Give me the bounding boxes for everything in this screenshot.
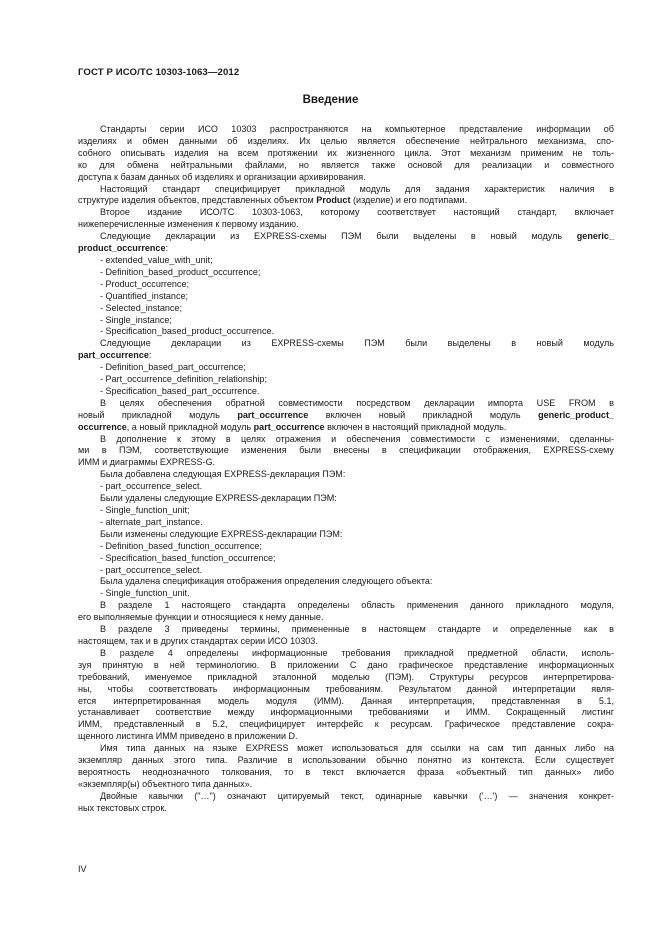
- list-item: - part_occurrence_select.: [100, 481, 203, 492]
- module-name: generic_product_: [538, 409, 614, 420]
- paragraph-line: «экземпляр(ы) объектного типа данных».: [78, 778, 253, 789]
- paragraph-line: В дополнение к этому в целях отражения и обеспечения совместимости с изменениями, сделанны-: [100, 433, 614, 444]
- paragraph-line: ИММ и диаграммы EXPRESS-G.: [78, 457, 216, 468]
- paragraph-line: зуя принятую в ней терминологию. В приложении С дано графическое представление информационных: [78, 659, 614, 670]
- paragraph-line: [78, 422, 614, 434]
- paragraph-line: Второе издание ИСО/ТС 10303-1063, которому соответствует настоящий стандарт, включает: [100, 207, 614, 218]
- list-item: - Single_function_unit.: [100, 588, 190, 599]
- paragraph-line: Следующие декларации из EXPRESS-схемы ПЭМ были выделены в новый модуль: [100, 338, 614, 349]
- page-number: IV: [78, 864, 87, 874]
- list-item: - Single_function_unit;: [100, 505, 190, 515]
- paragraph-line: [78, 350, 614, 362]
- paragraph-line: ны, чтобы соответствовать информационным требованиям. Результатом данной интерпретации явля-: [78, 683, 614, 694]
- page-header-standard-code: ГОСТ Р ИСО/ТС 10303-1063—2012: [78, 67, 240, 78]
- text-span: включен новый прикладной модуль: [308, 409, 539, 420]
- list-item: - Definition_based_product_occurrence;: [100, 266, 261, 277]
- paragraph-line: щенного листинга ИММ приведено в приложении D.: [78, 731, 298, 742]
- text-span: включен в настоящий прикладной модуль.: [324, 421, 507, 432]
- section-title: Введение: [302, 94, 359, 106]
- paragraph-line: [78, 410, 614, 422]
- paragraph-line: ется интерпретированная модель модуля (ИММ). Данная интерпретация, представленная в 5.1,: [78, 695, 614, 706]
- list-item: - Quantified_instance;: [100, 290, 189, 301]
- list-item: - Specification_based_function_occurrence;: [100, 552, 276, 563]
- paragraph-line: изделиях и обмен данными об изделиях. Их целью является обеспечение нейтрального механизма, спо-: [78, 135, 614, 146]
- paragraph-line: В разделе 3 приведены термины, примененные в настоящем стандарте и определенные как в: [100, 624, 614, 635]
- paragraph-line: Стандарты серии ИСО 10303 распространяются на компьютерное представление информации об: [100, 124, 614, 134]
- text-span: структуре изделия объектов, представленных объектом: [78, 195, 317, 206]
- paragraph-line: вероятность неоднозначного толкования, то в текст включается фраза «объектный тип данных» либо: [78, 766, 614, 777]
- list-item: - Specification_based_product_occurrence.: [100, 326, 275, 337]
- change-line: Были изменены следующие EXPRESS-декларации ПЭМ:: [100, 528, 343, 539]
- paragraph-line: ных текстовых строк.: [78, 802, 167, 813]
- change-line: Была добавлена следующая EXPRESS-декларация ПЭМ:: [100, 469, 346, 480]
- list-item: - Definition_based_function_occurrence;: [100, 540, 262, 551]
- text-span: Следующие декларации из EXPRESS-схемы ПЭМ были выделены в новый модуль: [100, 231, 577, 242]
- paragraph-line: его выполняемые функции и относящиеся к нему данные.: [78, 612, 324, 623]
- change-line: Были удалены следующие EXPRESS-декларации ПЭМ:: [100, 493, 337, 504]
- paragraph-line: Настоящий стандарт специфицирует прикладной модуль для задания характеристик наличия в: [100, 183, 614, 194]
- module-name: product_occurrence: [78, 243, 166, 254]
- list-item: - Selected_instance;: [100, 302, 182, 313]
- paragraph-line: В целях обеспечения обратной совместимости посредством декларации импорта USE FROM в: [100, 397, 614, 408]
- module-name: part_occurrence: [78, 350, 149, 361]
- entity-name: Product: [316, 195, 351, 206]
- paragraph-line: ко для обмена нейтральными файлами, но является также основой для реализации и совместного: [78, 159, 614, 170]
- change-line: Была удалена спецификация отображения определения следующего объекта:: [100, 576, 433, 587]
- list-item: - part_occurrence_select.: [100, 564, 203, 575]
- list-item: - Definition_based_part_occurrence;: [100, 362, 246, 373]
- paragraph-line: Имя типа данных на языке EXPRESS может использоваться для ссылки на сам тип данных либо на: [100, 743, 614, 754]
- paragraph-line: ми в ПЭМ, соответствующие изменения были внесены в спецификации отображения, EXPRESS-схему: [78, 445, 614, 456]
- paragraph-line: доступа к базам данных об изделиях и организации архивирования.: [78, 171, 366, 182]
- list-item: - Single_instance;: [100, 314, 172, 325]
- module-name: part_occurrence: [237, 409, 309, 420]
- list-item: - Specification_based_part_occurrence.: [100, 385, 260, 396]
- paragraph-line: Двойные кавычки ("…") означают цитируемый текст, одинарные кавычки ('…') — значения конкрет-: [100, 790, 614, 801]
- paragraph-line: [78, 195, 614, 207]
- paragraph-line: настоящем, так и в других стандартах серии ИСО 10303.: [78, 635, 318, 646]
- paragraph-line: [78, 243, 614, 255]
- paragraph-line: В разделе 4 определены информационные требования прикладной предметной области, исполь-: [100, 647, 614, 658]
- module-name: generic_: [576, 231, 614, 242]
- paragraph-line: В разделе 1 настоящего стандарта определены область применения данного прикладного модуля,: [100, 600, 614, 611]
- paragraph-line: [78, 231, 614, 243]
- text-span: :: [165, 243, 168, 254]
- list-item: - Part_occurrence_definition_relationship;: [100, 374, 267, 385]
- module-name: part_occurrence: [253, 421, 325, 432]
- paragraph-line: собного описывать изделия на всем протяжении их жизненного цикла. Этот механизм применим не толь-: [78, 147, 614, 158]
- text-span: :: [148, 350, 152, 361]
- paragraph-line: ИММ, представленный в 5.2, специфицирует интерфейс к ресурсам. Графическое представление сокра-: [78, 719, 614, 730]
- text-span: , а новый прикладной модуль: [126, 421, 254, 432]
- body-text: [78, 124, 614, 815]
- paragraph-line: нижеперечисленные изменения к первому изданию.: [78, 219, 299, 230]
- paragraph-line: устанавливает соответствие между информационными требованиями и ИММ. Сокращенный листинг: [78, 707, 614, 718]
- module-name: occurrence: [78, 421, 127, 432]
- paragraph-line: экземпляр данных этого типа. Различие в использовании обычно понятно из контекста. Если существует: [78, 755, 614, 766]
- list-item: - extended_value_with_unit;: [100, 254, 213, 265]
- text-span: новый прикладной модуль: [78, 409, 238, 420]
- text-span: (изделие) и его подтипами.: [350, 195, 468, 206]
- paragraph-line: требований, именуемое прикладной эталонной моделью (ПЭМ). Структуры ресурсов интерпретирова-: [78, 671, 614, 682]
- list-item: - alternate_part_instance.: [100, 516, 203, 527]
- list-item: - Product_occurrence;: [100, 278, 190, 289]
